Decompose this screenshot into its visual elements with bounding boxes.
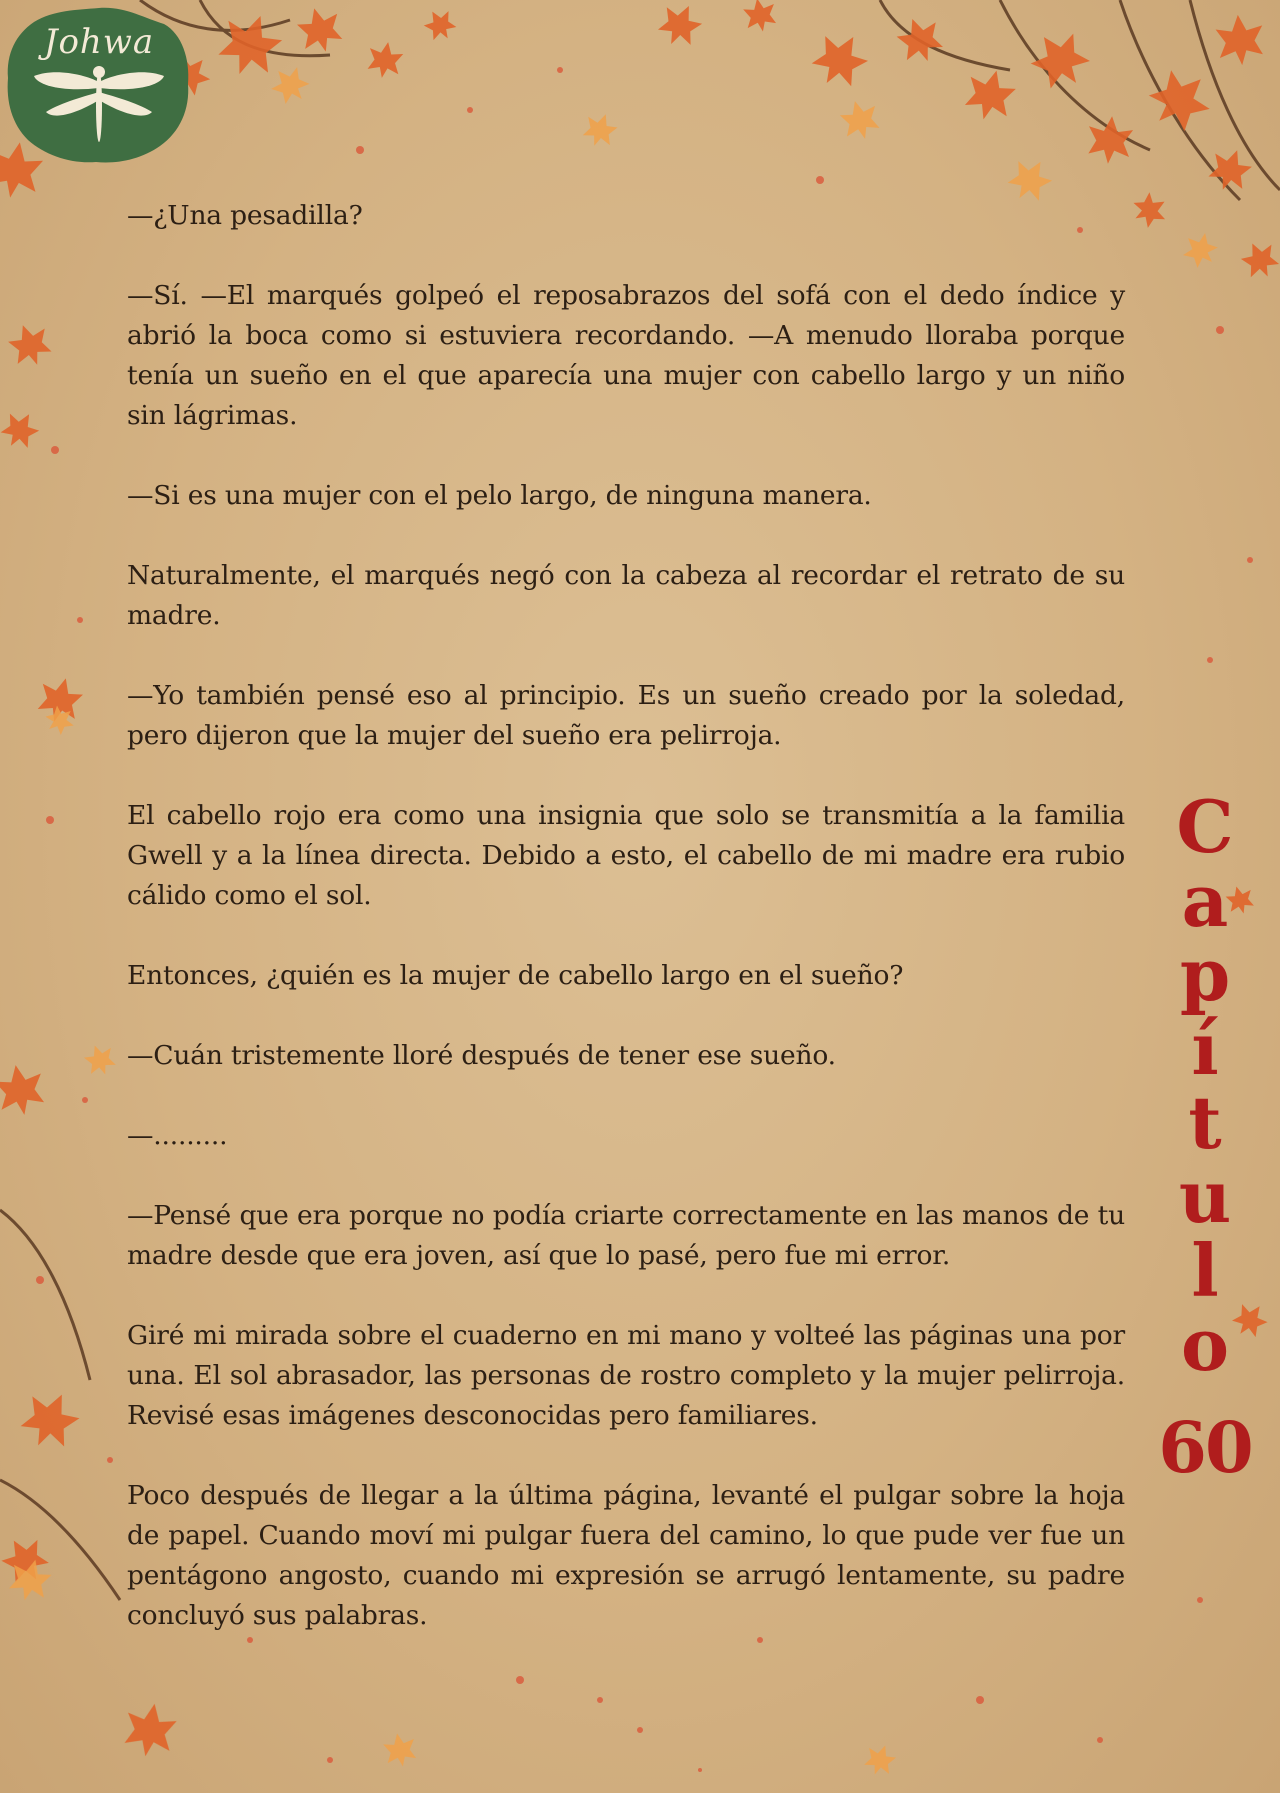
chapter-label xyxy=(1150,784,1260,1489)
paragraph: —Pensé que era porque no podía criarte correctamente en las manos de tu madre desde que era joven, así que lo pasé, pero fue mi error. xyxy=(127,1200,1125,1271)
paragraph: —......... xyxy=(127,1120,228,1151)
chapter-letter: C xyxy=(1176,784,1234,869)
chapter-letter: í xyxy=(1191,1006,1219,1091)
brand-logo xyxy=(4,4,194,164)
paragraph: Naturalmente, el marqués negó con la cabeza al recordar el retrato de su madre. xyxy=(127,560,1125,631)
paragraph: —Si es una mujer con el pelo largo, de ninguna manera. xyxy=(127,480,872,511)
paragraph: —¿Una pesadilla? xyxy=(127,200,363,231)
paragraph: Poco después de llegar a la última página, levanté el pulgar sobre la hoja de papel. Cuando moví mi pulgar fuera del camino, lo que pude ver fue un pentágono angosto, cuando mi expresión se arrugó lentamente, su padre concluyó sus palabras. xyxy=(127,1480,1125,1631)
paragraph: Entonces, ¿quién es la mujer de cabello largo en el sueño? xyxy=(127,960,904,991)
chapter-letter: t xyxy=(1188,1080,1222,1165)
brand-name: Johwa xyxy=(43,22,155,62)
chapter-letter: l xyxy=(1191,1228,1219,1313)
paragraph: —Cuán tristemente lloré después de tener ese sueño. xyxy=(127,1040,836,1071)
chapter-text xyxy=(127,196,1125,1636)
paragraph: —Yo también pensé eso al principio. Es un sueño creado por la soledad, pero dijeron que la mujer del sueño era pelirroja. xyxy=(127,680,1125,751)
paragraph: —Sí. —El marqués golpeó el reposabrazos del sofá con el dedo índice y abrió la boca como si estuviera recordando. —A menudo lloraba porque tenía un sueño en el que aparecía una mujer con cabello largo y un niño sin lágrimas. xyxy=(127,280,1125,431)
chapter-letter: u xyxy=(1178,1154,1232,1239)
paragraph: Giré mi mirada sobre el cuaderno en mi mano y volteé las páginas una por una. El sol abrasador, las personas de rostro completo y la mujer pelirroja. Revisé esas imágenes desconocidas pero familiares. xyxy=(127,1320,1125,1431)
chapter-number: 60 xyxy=(1158,1406,1252,1489)
chapter-letter: p xyxy=(1179,932,1231,1017)
paragraph: El cabello rojo era como una insignia que solo se transmitía a la familia Gwell y a la línea directa. Debido a esto, el cabello de mi madre era rubio cálido como el sol. xyxy=(127,800,1125,911)
chapter-letter: o xyxy=(1180,1302,1230,1387)
chapter-letter: a xyxy=(1181,858,1229,943)
